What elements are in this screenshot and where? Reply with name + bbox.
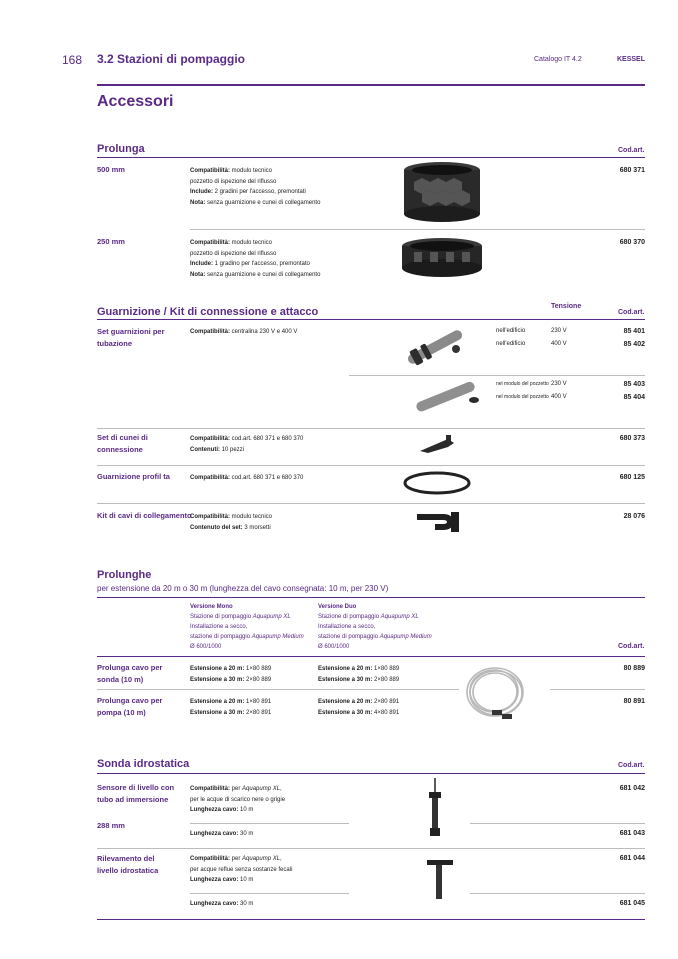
prolunga-rule xyxy=(97,157,645,158)
guarnizione-rule xyxy=(97,319,645,320)
prolunga-pompa-duo: Estensione a 20 m: 2×80 891 Estensione a 30 m: 4×80 891 xyxy=(318,699,400,716)
sensore-divider-right xyxy=(470,823,645,824)
variant-volt-4: 400 V xyxy=(551,394,567,400)
prolunga-500-name: 500 mm xyxy=(97,165,125,174)
page-number: 168 xyxy=(62,53,83,67)
prolunga-title: Prolunga xyxy=(97,143,145,155)
sensore-name: Sensore di livello con tubo ad immersione xyxy=(97,783,175,804)
prolunga-pompa-mono: Estensione a 20 m: 1×80 891 Estensione a 30 m: 2×80 891 xyxy=(190,699,272,716)
variant-code-1: 85 401 xyxy=(623,328,645,335)
level-sensor-immersion-image xyxy=(425,778,445,838)
prolunga-sonda-mono: Estensione a 20 m: 1×80 889 Estensione a 30 m: 2×80 889 xyxy=(190,666,272,683)
prolunga-cod-label: Cod.art. xyxy=(618,147,645,154)
footer-rule xyxy=(97,919,645,920)
profil-name: Guarnizione profil ta xyxy=(97,472,170,481)
sonda-rule xyxy=(97,773,645,774)
variant-code-3: 85 403 xyxy=(623,381,645,388)
prolunghe-row-divider-right xyxy=(550,689,645,690)
sensore-divider-left xyxy=(190,823,349,824)
variant-volt-3: 230 V xyxy=(551,381,567,387)
extension-ring-500-image xyxy=(400,160,485,228)
variant-volt-1: 230 V xyxy=(551,328,567,334)
rilev-code-10m: 681 044 xyxy=(619,855,645,862)
variant-volt-2: 400 V xyxy=(551,341,567,347)
row-divider-rilev xyxy=(97,848,645,849)
sealing-set-building-image xyxy=(400,325,470,370)
guarnizione-cod-label: Cod.art. xyxy=(618,309,645,316)
rilev-desc-30: Lunghezza cavo: 30 m xyxy=(190,901,254,907)
tension-label: Tensione xyxy=(551,303,582,310)
prolunga-pompa-code: 80 891 xyxy=(623,698,645,705)
rilev-desc: Compatibilità: per Aquapump XL, per acque reflue senza sostanze fecali Lunghezza cavo: 10 m xyxy=(190,856,293,883)
prolunga-sonda-duo: Estensione a 20 m: 1×80 889 Estensione a 30 m: 2×80 889 xyxy=(318,666,400,683)
prolunghe-header-rule xyxy=(97,656,645,657)
prolunga-500-desc: Compatibilità: modulo tecnico pozzetto di ispezione del riflusso Include: 2 gradini per l'accesso, premontati Nota: senza guarnizione e cunei di collegamento xyxy=(190,168,321,206)
set-guarnizioni-compat: Compatibilità: centralina 230 V e 400 V xyxy=(190,329,298,335)
variant-place-3: nel modulo del pozzetto xyxy=(496,381,549,387)
sensore-size: 288 mm xyxy=(97,821,125,830)
variant-code-2: 85 402 xyxy=(623,341,645,348)
sensore-code-30m: 681 043 xyxy=(619,830,645,837)
row-divider-cavi xyxy=(97,503,645,504)
prolunga-sonda-name: Prolunga cavo per sonda (10 m) xyxy=(97,663,163,684)
cable-coil-image xyxy=(462,660,528,730)
cunei-desc: Compatibilità: cod.art. 680 371 e 680 370 Contenuti: 10 pezzi xyxy=(190,436,304,453)
page-title: Accessori xyxy=(97,93,174,110)
variant-place-2: nell'edificio xyxy=(496,341,526,347)
variant-code-4: 85 404 xyxy=(623,394,645,401)
rilev-name: Rilevamento del livello idrostatica xyxy=(97,854,159,875)
catalog-label: Catalogo IT 4.2 xyxy=(534,56,582,63)
prolunga-500-code: 680 371 xyxy=(619,167,645,174)
prolunghe-cod-label: Cod.art. xyxy=(618,643,645,650)
brand-label: KESSEL xyxy=(617,56,646,63)
prolunga-sonda-code: 80 889 xyxy=(623,665,645,672)
prolunga-250-desc: Compatibilità: modulo tecnico pozzetto di ispezione del riflusso Include: 1 gradino per l'accesso, premontato Nota: senza guarnizione e cunei di collegamento xyxy=(190,240,321,278)
prolunga-250-code: 680 370 xyxy=(619,239,645,246)
prolunghe-title: Prolunghe xyxy=(97,569,152,581)
prolunga-pompa-name: Prolunga cavo per pompa (10 m) xyxy=(97,696,163,717)
profil-desc: Compatibilità: cod.art. 680 371 e 680 370 xyxy=(190,475,304,481)
cable-clamp-image xyxy=(413,508,463,536)
sensore-code-10m: 681 042 xyxy=(619,785,645,792)
cavi-desc: Compatibilità: modulo tecnico Contenuto del set: 3 morsetti xyxy=(190,514,273,531)
sensore-desc: Compatibilità: per Aquapump XL, per le acque di scarico nere o grigie Lunghezza cavo: 10 m xyxy=(190,786,286,813)
cavi-code: 28 076 xyxy=(623,513,645,520)
variant-divider xyxy=(349,375,645,376)
prolunghe-rule xyxy=(97,597,645,598)
cavi-name: Kit di cavi di collegamento xyxy=(97,511,192,520)
mono-version-block: Versione Mono Stazione di pompaggio Aquapump XL Installazione a secco, stazione di pompaggio Aquapump Medium Ø 600/1000 xyxy=(190,604,304,650)
sensore-desc-30: Lunghezza cavo: 30 m xyxy=(190,831,254,837)
wedge-image xyxy=(418,433,458,455)
header-rule xyxy=(97,84,645,86)
rilev-divider-right xyxy=(470,893,645,894)
cunei-name: Set di cunei di connessione xyxy=(97,433,148,454)
variant-place-4: nel modulo del pozzetto xyxy=(496,394,549,400)
prolunga-250-name: 250 mm xyxy=(97,237,125,246)
profil-code: 680 125 xyxy=(619,474,645,481)
prolunghe-subtitle: per estensione da 20 m o 30 m (lunghezza del cavo consegnata: 10 m, per 230 V) xyxy=(97,584,389,593)
sealing-set-shaft-image xyxy=(412,378,482,413)
rilev-code-30m: 681 045 xyxy=(619,900,645,907)
prolunghe-row-divider-left xyxy=(97,689,459,690)
row-divider-cunei xyxy=(97,428,645,429)
cunei-code: 680 373 xyxy=(619,435,645,442)
extension-ring-250-image xyxy=(400,236,485,286)
sonda-title: Sonda idrostatica xyxy=(97,758,190,770)
level-detection-image xyxy=(425,858,455,903)
set-guarnizioni-name: Set guarnizioni per tubazione xyxy=(97,327,165,348)
rilev-divider-left xyxy=(190,893,349,894)
profile-gasket-image xyxy=(402,470,472,496)
variant-place-1: nell'edificio xyxy=(496,328,526,334)
prolunga-row-divider xyxy=(190,229,645,230)
row-divider-profil xyxy=(97,465,645,466)
guarnizione-title: Guarnizione / Kit di connessione e attacco xyxy=(97,306,319,318)
duo-version-block: Versione Duo Stazione di pompaggio Aquapump XL Installazione a secco, stazione di pompaggio Aquapump Medium Ø 600/1000 xyxy=(318,604,432,650)
section-title: 3.2 Stazioni di pompaggio xyxy=(97,52,246,66)
sonda-cod-label: Cod.art. xyxy=(618,762,645,769)
